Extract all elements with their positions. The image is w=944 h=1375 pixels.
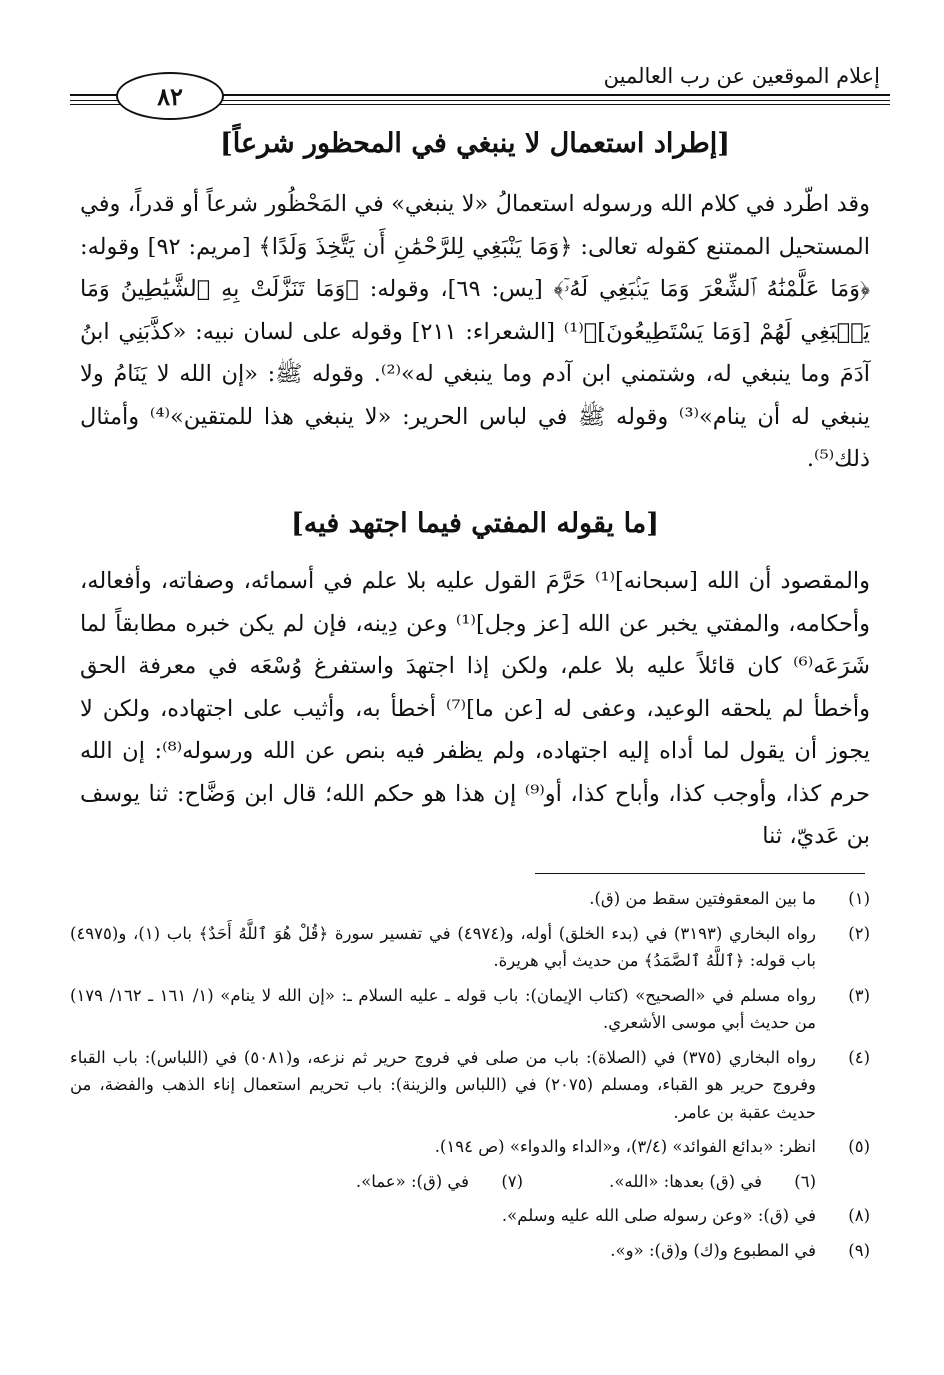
footnote-text: في المطبوع و(ك) و(ق): «و».: [610, 1240, 816, 1260]
footnote-text: رواه البخاري (٣٧٥) في (الصلاة): باب من صلى في فروج حرير ثم نزعه، و(٥٠٨١) في (اللباس): باب القباء وفروج حرير هو القباء، ومسلم (٢٠٧٥) في (اللباس والزينة): باب تحريم استعمال إناء الذهب والفضة، من حديث عقبة بن عامر.: [70, 1047, 816, 1122]
footnote-pair: [70, 1168, 870, 1196]
body-paragraph: والمقصود أن الله [سبحانه]⁽¹⁾ حَرَّمَ القول عليه بلا علم في أسمائه، وصفاته، وأفعاله، وأحكامه، والمفتي يخبر عن الله [عز وجل]⁽¹⁾ وعن دِينه، فإن لم يكن خبره مطابقاً لما شَرَعَه⁽⁶⁾ كان قائلاً عليه بلا علم، ولكن إذا اجتهدَ واستفرغ وُسْعَه في معرفة الحق وأخطأ لم يلحقه الوعيد، وعفى له [عن ما]⁽⁷⁾ أخطأ به، وأثيب على اجتهاده، ولكن لا يجوز أن يقول لما أداه إليه اجتهاده، ولم يظفر فيه بنص عن الله ورسوله⁽⁸⁾: إن الله حرم كذا، وأوجب كذا، وأباح كذا، أو⁽⁹⁾ إن هذا هو حكم الله؛ قال ابن وَضَّاح: ثنا يوسف بن عَديّ، ثنا: [80, 568, 870, 849]
footnote: [609, 1168, 816, 1196]
footnote-separator: [535, 873, 865, 874]
footnote-number: (٨): [848, 1206, 870, 1225]
footnote-number: (٥): [848, 1137, 870, 1156]
footnote: [70, 1044, 870, 1127]
footnote-text: في (ق): «عما».: [355, 1171, 470, 1191]
footnote-text: ما بين المعقوفتين سقط من (ق).: [589, 889, 816, 908]
footnotes: [70, 885, 870, 1271]
page-header: [70, 50, 890, 110]
footnote-text: رواه مسلم في «الصحيح» (كتاب الإيمان): باب قوله ـ عليه السلام ـ: «إن الله لا ينام» (١/ ١٦١ ـ ١٦٢/ ١٧٩) من حديث أبي موسى الأشعري.: [70, 985, 816, 1032]
footnote: [70, 920, 870, 975]
footnote: [70, 1237, 870, 1265]
page-number: ٨٢: [157, 81, 183, 111]
footnote: [70, 1202, 870, 1230]
running-title: إعلام الموقعين عن رب العالمين: [603, 64, 880, 88]
footnote-text: رواه البخاري (٣١٩٣) في (بدء الخلق) أوله، و(٤٩٧٤) في تفسير سورة ﴿قُلْ هُوَ ٱللَّهُ أَحَدٌ﴾ باب (١)، و(٤٩٧٥) باب قوله: ﴿ٱللَّهُ ٱلصَّمَدُ﴾ من حديث أبي هريرة.: [70, 923, 816, 970]
footnote-number: (٢): [848, 923, 870, 943]
footnote-number: (٣): [848, 985, 870, 1005]
footnote-text: في (ق) بعدها: «الله».: [609, 1171, 762, 1191]
footnote: [70, 1133, 870, 1161]
body-paragraph: وقد اطّرد في كلام الله ورسوله استعمالُ «لا ينبغي» في المَحْظُور شرعاً أو قدراً، وفي المستحيل الممتنع كقوله تعالى: ﴿وَمَا يَنْبَغِي لِلرَّحْمَٰنِ أَن يَتَّخِذَ وَلَدًا﴾ [مريم: ٩٢] وقوله: ﴿وَمَا عَلَّمْنَٰهُ ٱلشِّعْرَ وَمَا يَنۢبَغِي لَهُۥٓ﴾ [يس: ٦٩]، وقوله: ﴿وَمَا تَنَزَّلَتْ بِهِ ٱلشَّيَٰطِينُ وَمَا يَنۢبَغِي لَهُمْ [وَمَا يَسْتَطِيعُونَ]﴾⁽¹⁾ [الشعراء: ٢١١] وقوله على لسان نبيه: «كذَّبَنِي ابنُ آدَمَ وما ينبغي له، وشتمني ابن آدم وما ينبغي له»⁽²⁾. وقوله ﷺ: «إن الله لا يَنَامُ ولا ينبغي له أن ينام»⁽³⁾ وقوله ﷺ في لباس الحرير: «لا ينبغي هذا للمتقين»⁽⁴⁾ وأمثال ذلك⁽⁵⁾.: [80, 191, 870, 472]
section-heading: [ما يقوله المفتي فيما اجتهد فيه]: [290, 508, 660, 539]
footnote: [356, 1168, 523, 1196]
footnote-number: (١): [848, 889, 870, 908]
footnote: [70, 982, 870, 1037]
footnote: [70, 885, 870, 913]
page-number-oval: [116, 72, 224, 120]
footnote-number: (٤): [848, 1047, 870, 1067]
section-heading: [إطراد استعمال لا ينبغي في المحظور شرعاً]: [219, 128, 731, 159]
footnote-number: (٦): [794, 1171, 816, 1191]
footnote-number: (٧): [501, 1171, 524, 1191]
footnote-number: (٩): [848, 1240, 870, 1260]
footnote-text: انظر: «بدائع الفوائد» (٣/٤)، و«الداء والدواء» (ص ١٩٤).: [434, 1137, 816, 1156]
footnote-text: في (ق): «وعن رسوله صلى الله عليه وسلم».: [501, 1206, 816, 1225]
